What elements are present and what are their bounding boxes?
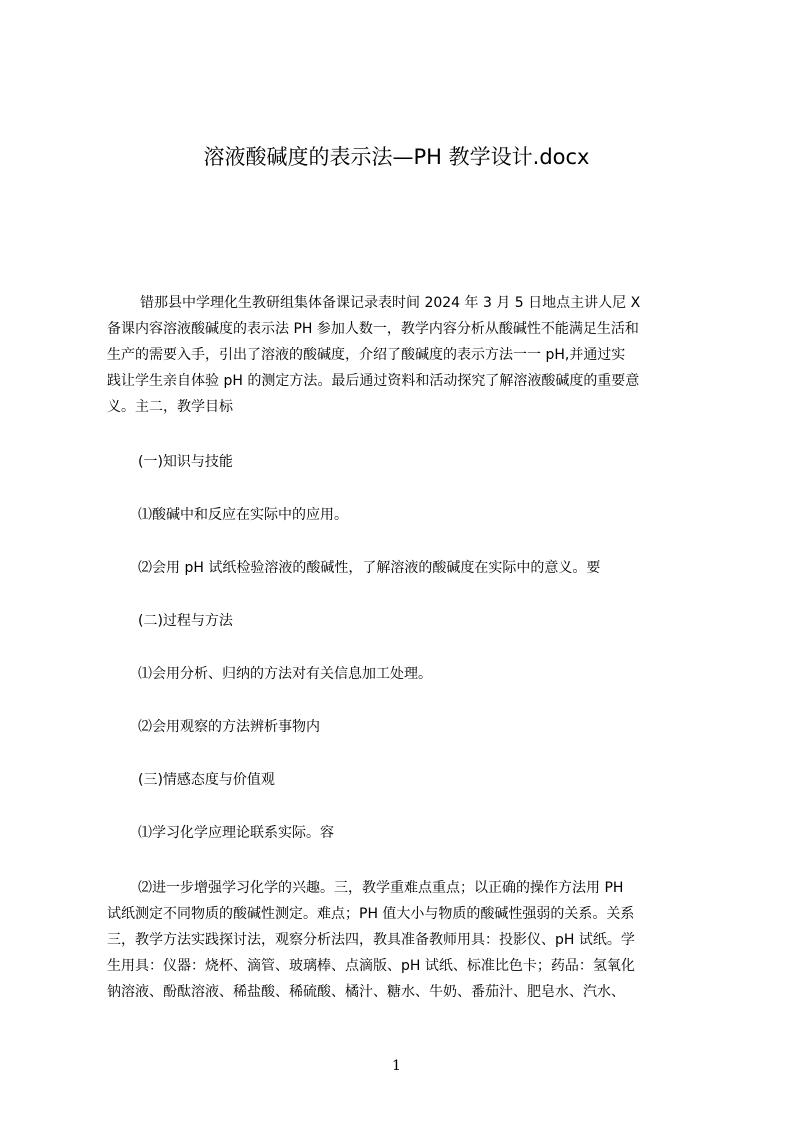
document-title: 溶液酸碱度的表示法—PH 教学设计.docx xyxy=(203,145,590,169)
paragraph-line: 生用具：仪器：烧杯、滴管、玻璃棒、点滴版、pH 试纸、标准比色卡；药品：氢氧化 xyxy=(107,958,635,974)
list-item: ⑵会用观察的方法辨析事物内 xyxy=(138,719,320,735)
paragraph-line: 践让学生亲自体验 pH 的测定方法。最后通过资料和活动探究了解溶液酸碱度的重要意 xyxy=(107,373,640,389)
paragraph-line: 钠溶液、酚酞溶液、稀盐酸、稀硫酸、橘汁、糖水、牛奶、番茄汁、肥皂水、汽水、 xyxy=(107,984,625,1000)
paragraph-line: 错那县中学理化生教研组集体备课记录表时间 2024 年 3 月 5 日地点主讲人尼 X xyxy=(140,295,641,311)
list-item: ⑵会用 pH 试纸检验溶液的酸碱性，了解溶液的酸碱度在实际中的意义。要 xyxy=(138,560,601,576)
section-heading-process: (二)过程与方法 xyxy=(138,613,233,629)
paragraph-line: 生产的需要入手，引出了溶液的酸碱度，介绍了酸碱度的表示方法一一 pH,并通过实 xyxy=(107,347,626,363)
list-item: ⑴会用分析、归纳的方法对有关信息加工处理。 xyxy=(138,666,432,682)
paragraph-intro xyxy=(107,290,698,420)
list-item: ⑴酸碱中和反应在实际中的应用。 xyxy=(138,507,348,523)
page-number: 1 xyxy=(392,1058,401,1074)
section-heading-attitude: (三)情感态度与价值观 xyxy=(138,772,275,788)
list-item: ⑴学习化学应理论联系实际。容 xyxy=(138,825,334,841)
paragraph-teaching-plan xyxy=(107,875,698,1005)
paragraph-line: ⑵进一步增强学习化学的兴趣。三，教学重难点重点；以正确的操作方法用 PH xyxy=(138,880,624,896)
paragraph-line: 试纸测定不同物质的酸碱性测定。难点；PH 值大小与物质的酸碱性强弱的关系。关系 xyxy=(107,906,635,922)
paragraph-line: 义。主二，教学目标 xyxy=(107,399,233,415)
paragraph-line: 三，教学方法实践探讨法，观察分析法四，教具准备教师用具：投影仪、pH 试纸。学 xyxy=(107,932,635,948)
paragraph-line: 备课内容溶液酸碱度的表示法 PH 参加人数一，教学内容分析从酸碱性不能满足生活和 xyxy=(107,321,639,337)
section-heading-knowledge: (一)知识与技能 xyxy=(138,454,233,470)
